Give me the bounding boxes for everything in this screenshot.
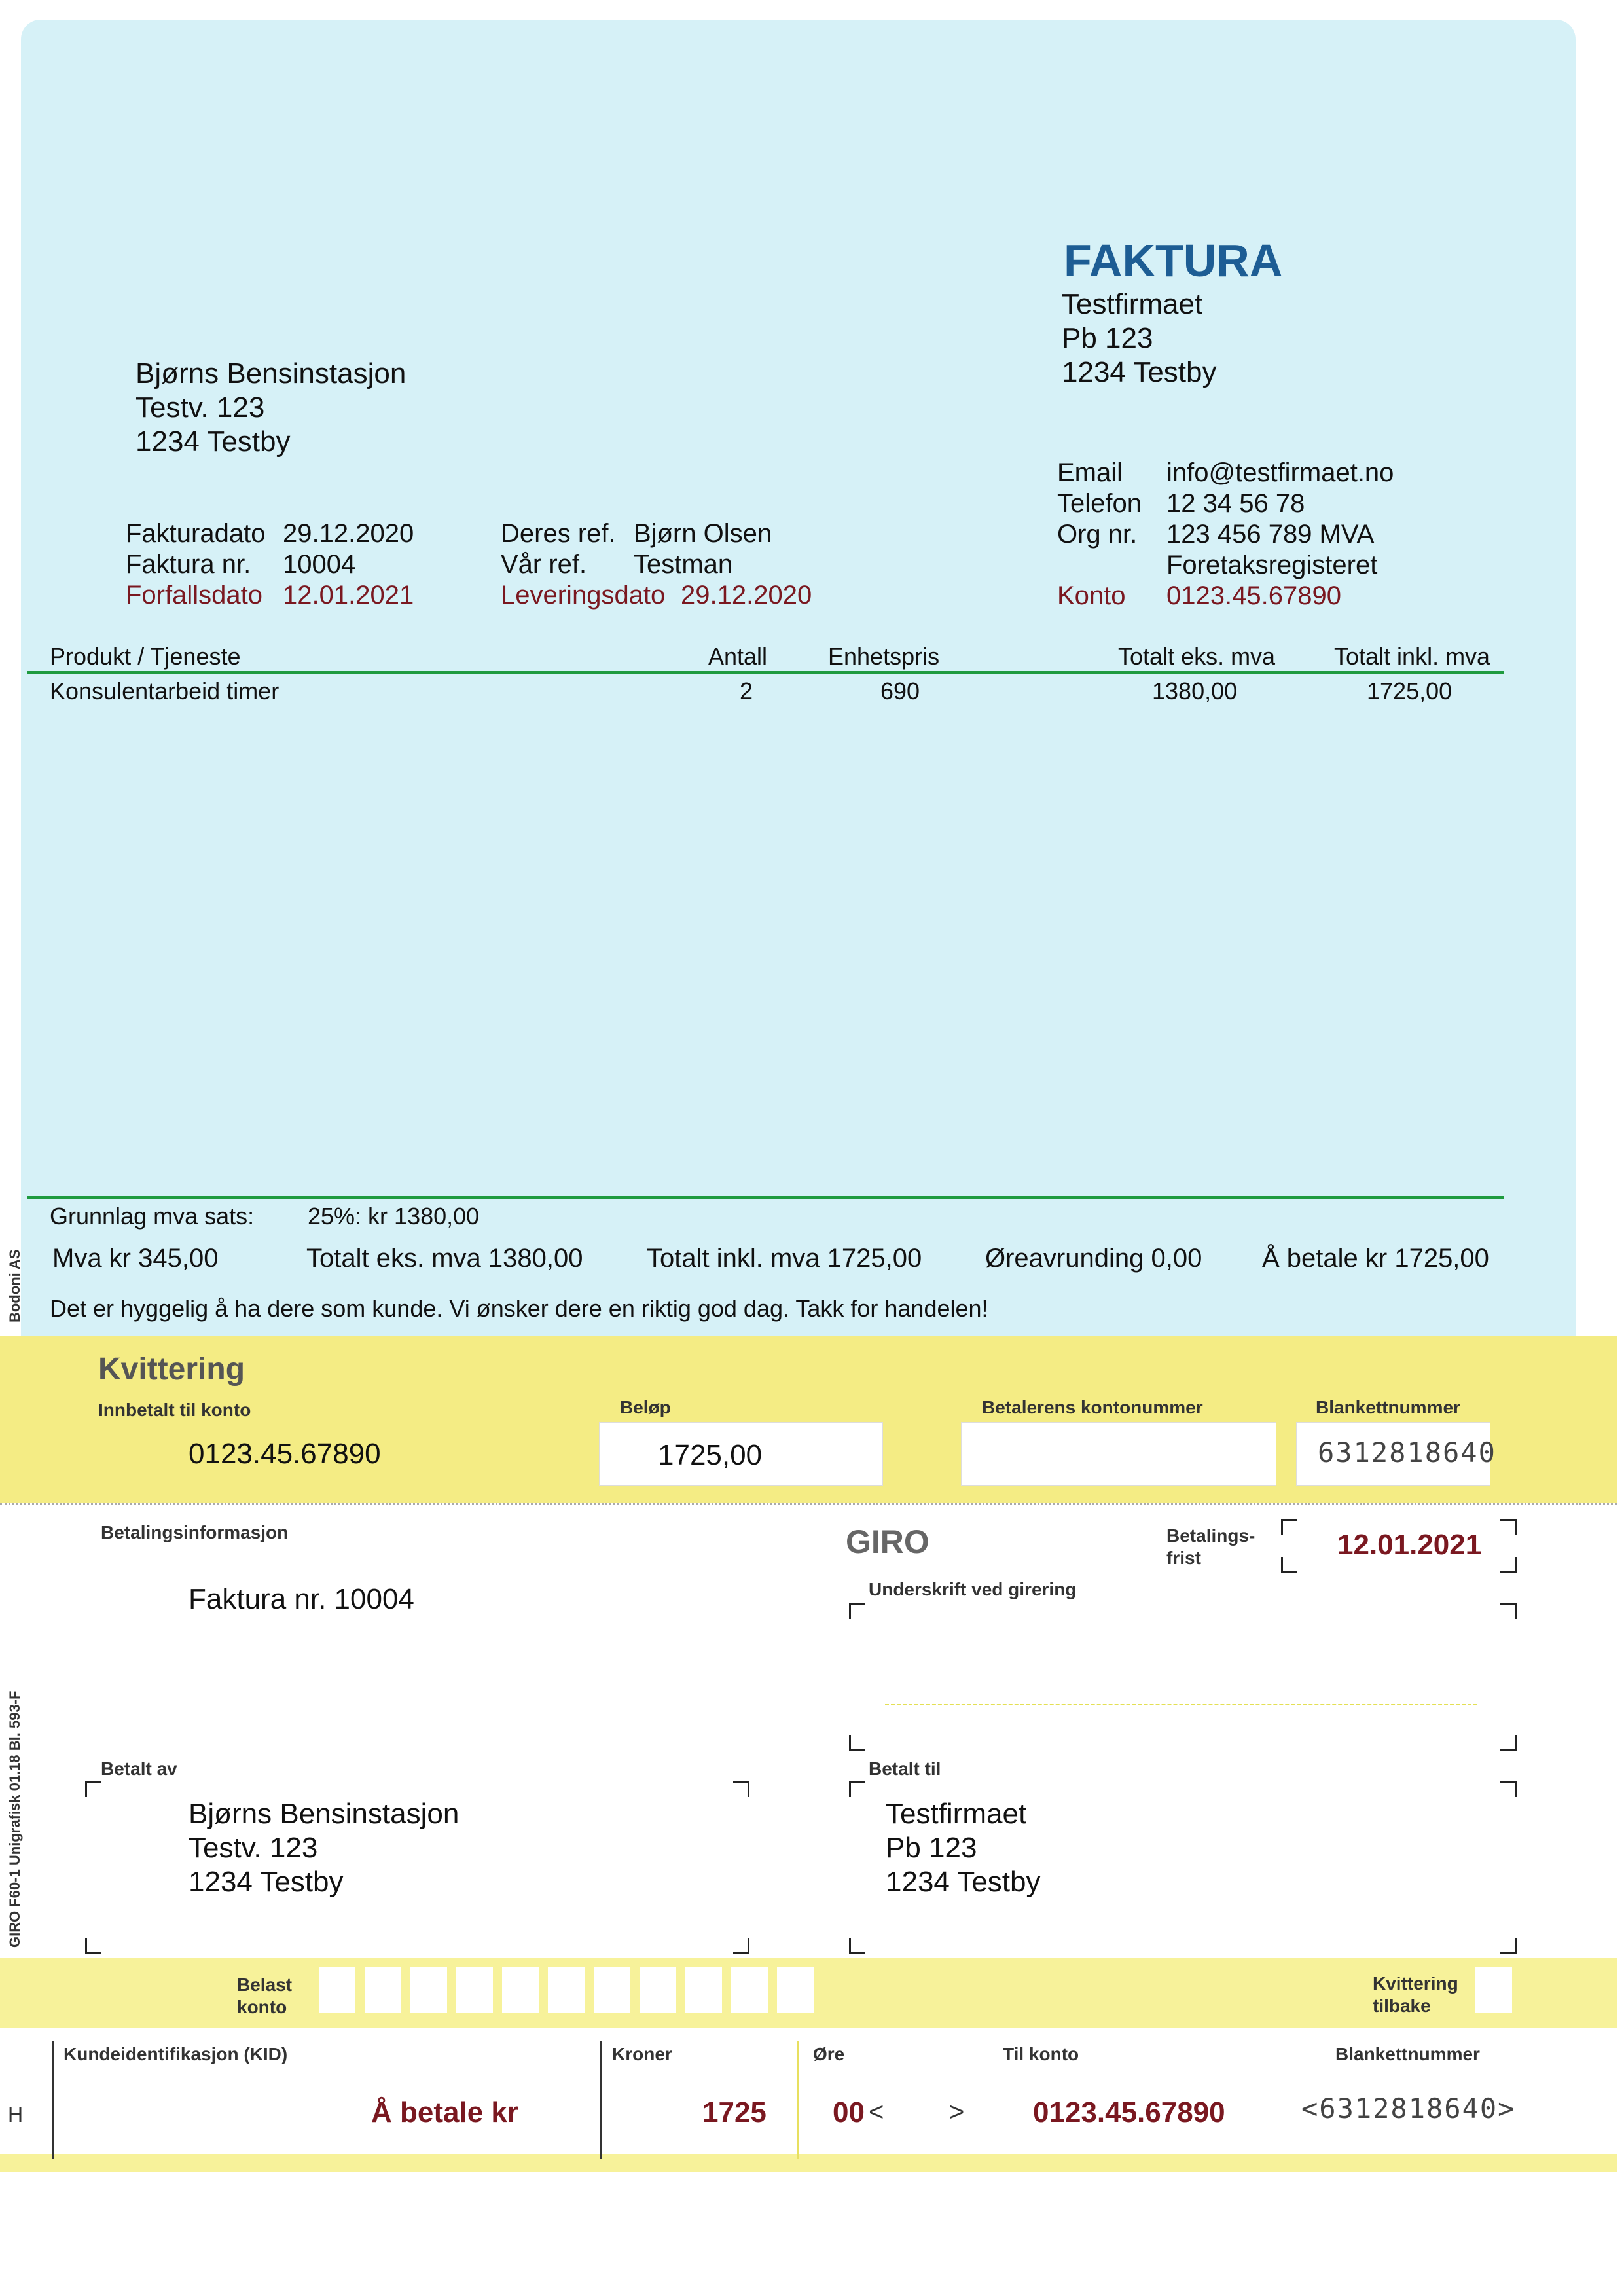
amount-label: Beløp — [620, 1397, 671, 1417]
debit-account-cell[interactable] — [548, 1967, 585, 2013]
paid-by-name: Bjørns Bensinstasjon — [189, 1798, 460, 1830]
table-header-unit-price: Enhetspris — [828, 643, 940, 670]
paid-to-account-label: Innbetalt til konto — [98, 1400, 251, 1420]
delivery-date-value: 29.12.2020 — [681, 581, 812, 610]
payer-account-field[interactable] — [961, 1422, 1276, 1486]
perforation-line — [0, 1503, 1617, 1505]
due-label-1: Betalings- — [1166, 1525, 1255, 1546]
form-number-label: Blankettnummer — [1316, 1397, 1460, 1417]
form-number-value: 6312818640 — [1318, 1436, 1496, 1468]
buyer-postal: 1234 Testby — [135, 426, 291, 458]
contact-label-account: Konto — [1057, 581, 1126, 610]
due-date-value: 12.01.2021 — [283, 581, 414, 610]
invoice-date-label: Fakturadato — [126, 519, 266, 548]
paid-to-label: Betalt til — [869, 1758, 941, 1779]
debit-account-cell[interactable] — [640, 1967, 676, 2013]
receipt-return-label-2: tilbake — [1373, 1995, 1431, 2016]
ore-divider — [797, 2041, 799, 2159]
giro-title: GIRO — [846, 1523, 929, 1560]
your-ref-value: Bjørn Olsen — [634, 519, 772, 548]
due-bracket-br — [1500, 1557, 1517, 1573]
due-label-2: frist — [1166, 1548, 1201, 1568]
paid-to-name: Testfirmaet — [886, 1798, 1027, 1830]
your-ref-label: Deres ref. — [501, 519, 616, 548]
summary-divider — [27, 1196, 1504, 1199]
debit-account-cell[interactable] — [365, 1967, 401, 2013]
receipt-return-label-1: Kvittering — [1373, 1973, 1458, 1994]
signature-line[interactable] — [885, 1704, 1477, 1705]
paid-by-bracket-br — [733, 1938, 749, 1954]
signature-bracket-br — [1500, 1735, 1517, 1751]
paid-to-bracket-tl — [849, 1781, 865, 1797]
debit-account-cell[interactable] — [731, 1967, 768, 2013]
ore-value: 00 — [833, 2096, 865, 2128]
kid-divider — [52, 2041, 54, 2159]
our-ref-label: Vår ref. — [501, 550, 587, 579]
signature-label: Underskrift ved girering — [869, 1579, 1077, 1599]
debit-account-cell[interactable] — [319, 1967, 355, 2013]
buyer-address: Testv. 123 — [135, 392, 265, 424]
paid-by-bracket-bl — [85, 1938, 101, 1954]
debit-account-cell[interactable] — [502, 1967, 539, 2013]
paid-by-bracket-tl — [85, 1781, 101, 1797]
table-row-total-inc: 1725,00 — [1367, 678, 1453, 704]
table-header-total-ex: Totalt eks. mva — [1118, 643, 1276, 670]
buyer-name: Bjørns Bensinstasjon — [135, 357, 406, 390]
paid-to-postal: 1234 Testby — [886, 1866, 1041, 1898]
seller-postal: 1234 Testby — [1062, 356, 1217, 388]
bottom-form-number-label: Blankettnummer — [1335, 2044, 1480, 2064]
kid-label: Kundeidentifikasjon (KID) — [63, 2044, 288, 2064]
total-inc-vat: Totalt inkl. mva 1725,00 — [647, 1244, 922, 1273]
seller-address: Pb 123 — [1062, 322, 1153, 354]
signature-bracket-tr — [1500, 1603, 1517, 1619]
contact-label-email: Email — [1057, 458, 1123, 487]
table-header-product: Produkt / Tjeneste — [50, 643, 241, 670]
paid-to-account-value: 0123.45.67890 — [189, 1438, 381, 1470]
invoice-number-label: Faktura nr. — [126, 550, 251, 579]
signature-bracket-tl — [849, 1603, 865, 1619]
total-ex-vat: Totalt eks. mva 1380,00 — [306, 1244, 583, 1273]
thank-you-message: Det er hyggelig å ha dere som kunde. Vi ønsker dere en riktig god dag. Takk for handelen! — [50, 1295, 988, 1322]
table-row-unit-price: 690 — [880, 678, 920, 704]
paid-by-postal: 1234 Testby — [189, 1866, 344, 1898]
due-bracket-bl — [1281, 1557, 1297, 1573]
debit-account-cell[interactable] — [594, 1967, 630, 2013]
due-date-label: Forfallsdato — [126, 581, 262, 610]
h-marker: H — [8, 2103, 24, 2126]
invoice-date-value: 29.12.2020 — [283, 519, 414, 548]
signature-bracket-bl — [849, 1735, 865, 1751]
contact-value-email: info@testfirmaet.no — [1166, 458, 1394, 487]
due-bracket-tl — [1281, 1519, 1297, 1535]
amount-value: 1725,00 — [658, 1439, 763, 1471]
table-header-total-inc: Totalt inkl. mva — [1334, 643, 1490, 670]
paid-to-bracket-br — [1500, 1938, 1517, 1954]
ore-lt-mark: < — [869, 2098, 884, 2126]
kroner-divider — [600, 2041, 602, 2159]
paid-to-bracket-bl — [849, 1938, 865, 1954]
debit-account-cell[interactable] — [777, 1967, 814, 2013]
amount-due: Å betale kr 1725,00 — [1262, 1244, 1489, 1273]
payer-account-label: Betalerens kontonummer — [982, 1397, 1203, 1417]
receipt-title: Kvittering — [98, 1352, 245, 1387]
table-row-quantity: 2 — [740, 678, 753, 704]
delivery-date-label: Leveringsdato — [501, 581, 666, 610]
vat-amount: Mva kr 345,00 — [52, 1244, 219, 1273]
debit-account-cell[interactable] — [456, 1967, 493, 2013]
to-account-label: Til konto — [1003, 2044, 1079, 2064]
table-header-quantity: Antall — [708, 643, 768, 670]
rounding: Øreavrunding 0,00 — [985, 1244, 1202, 1273]
printer-label: Bodoni AS — [7, 1249, 23, 1322]
debit-account-cell[interactable] — [410, 1967, 447, 2013]
paid-by-label: Betalt av — [101, 1758, 177, 1779]
kroner-label: Kroner — [612, 2044, 672, 2064]
debit-account-cell[interactable] — [685, 1967, 722, 2013]
paid-to-address: Pb 123 — [886, 1832, 977, 1864]
contact-value-registry: Foretaksregisteret — [1166, 551, 1378, 579]
table-row-total-ex: 1380,00 — [1152, 678, 1238, 704]
due-date-giro: 12.01.2021 — [1337, 1529, 1482, 1561]
contact-label-org: Org nr. — [1057, 520, 1138, 549]
paid-by-address: Testv. 123 — [189, 1832, 318, 1864]
ore-label: Øre — [813, 2044, 845, 2064]
payment-info-label: Betalingsinformasjon — [101, 1522, 289, 1542]
table-header-divider — [27, 671, 1504, 674]
kroner-value: 1725 — [702, 2096, 767, 2128]
receipt-return-cell[interactable] — [1475, 1967, 1512, 2013]
contact-label-phone: Telefon — [1057, 489, 1142, 518]
ore-gt-mark: > — [949, 2098, 965, 2126]
contact-value-phone: 12 34 56 78 — [1166, 489, 1305, 518]
invoice-number-value: 10004 — [283, 550, 356, 579]
our-ref-value: Testman — [634, 550, 733, 579]
form-code-label: GIRO F60-1 Unigrafisk 01.18 Bl. 593-F — [7, 1690, 23, 1948]
vat-basis-label: Grunnlag mva sats: — [50, 1203, 255, 1230]
to-account-value: 0123.45.67890 — [1033, 2096, 1225, 2128]
paid-to-bracket-tr — [1500, 1781, 1517, 1797]
invoice-title: FAKTURA — [1064, 235, 1283, 286]
amount-due-label: Å betale kr — [371, 2096, 518, 2128]
paid-by-bracket-tr — [733, 1781, 749, 1797]
contact-value-org: 123 456 789 MVA — [1166, 520, 1375, 549]
vat-basis-value: 25%: kr 1380,00 — [308, 1203, 480, 1230]
debit-account-label-1: Belast — [237, 1975, 293, 1995]
bottom-band — [0, 2154, 1617, 2172]
table-row-product: Konsulentarbeid timer — [50, 678, 280, 704]
due-bracket-tr — [1500, 1519, 1517, 1535]
bottom-form-number-value: <6312818640> — [1301, 2092, 1516, 2124]
debit-account-label-2: konto — [237, 1997, 287, 2017]
seller-name: Testfirmaet — [1062, 288, 1203, 320]
contact-value-account: 0123.45.67890 — [1166, 581, 1341, 610]
payment-info-value: Faktura nr. 10004 — [189, 1583, 414, 1615]
